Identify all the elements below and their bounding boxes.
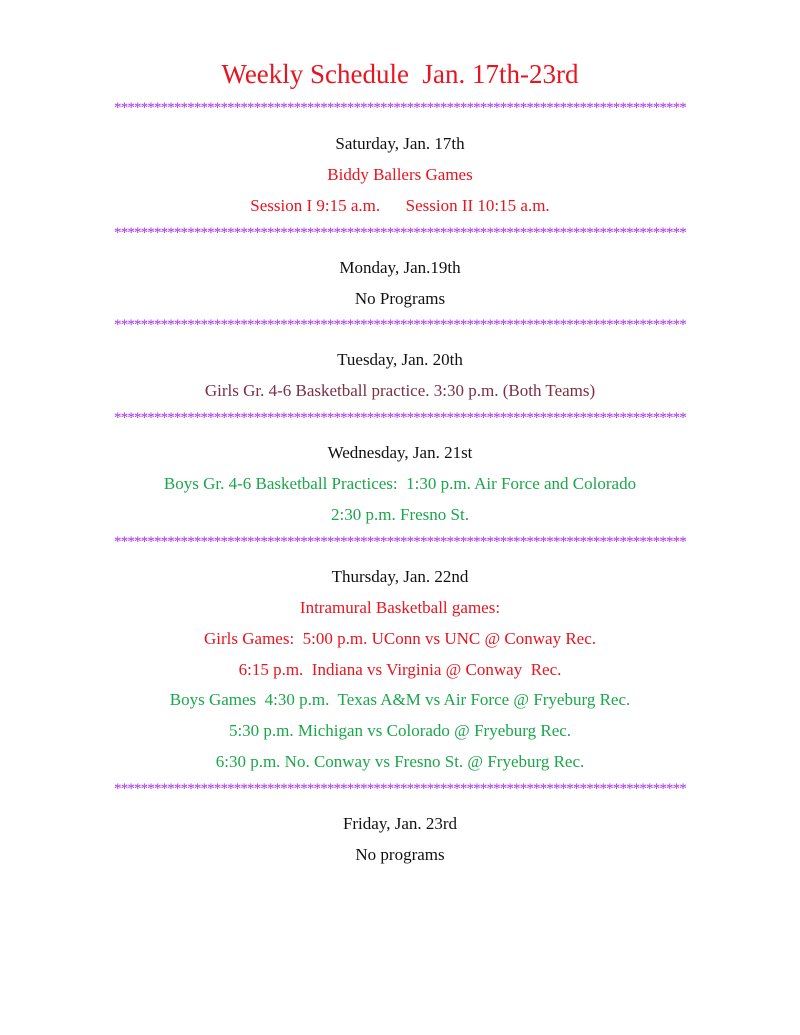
saturday-event: Biddy Ballers Games bbox=[327, 165, 473, 184]
thursday-event: 5:30 p.m. Michigan vs Colorado @ Fryeburg Rec. bbox=[228, 721, 572, 740]
thursday-event: 6:15 p.m. Indiana vs Virginia @ Conway Rec. bbox=[238, 660, 562, 679]
separator: ************************************************************************************** bbox=[114, 317, 686, 333]
page-title: Weekly Schedule Jan. 17th-23rd bbox=[221, 59, 579, 89]
day-heading-monday: Monday, Jan.19th bbox=[339, 258, 461, 277]
day-heading-thursday: Thursday, Jan. 22nd bbox=[331, 567, 469, 586]
monday-event: No Programs bbox=[354, 289, 446, 308]
thursday-event: Girls Games: 5:00 p.m. UConn vs UNC @ Conway Rec. bbox=[204, 629, 596, 648]
wednesday-event: 2:30 p.m. Fresno St. bbox=[331, 505, 469, 524]
day-heading-wednesday: Wednesday, Jan. 21st bbox=[327, 443, 473, 462]
tuesday-event: Girls Gr. 4-6 Basketball practice. 3:30 p.m. (Both Teams) bbox=[204, 381, 596, 400]
thursday-event: Boys Games 4:30 p.m. Texas A&M vs Air Force @ Fryeburg Rec. bbox=[169, 690, 631, 709]
separator: ************************************************************************************** bbox=[114, 100, 686, 116]
day-heading-saturday: Saturday, Jan. 17th bbox=[335, 134, 465, 153]
separator: ************************************************************************************** bbox=[114, 781, 686, 797]
day-heading-friday: Friday, Jan. 23rd bbox=[342, 814, 458, 833]
saturday-sessions: Session I 9:15 a.m. Session II 10:15 a.m. bbox=[250, 196, 550, 215]
thursday-event: 6:30 p.m. No. Conway vs Fresno St. @ Fryeburg Rec. bbox=[215, 752, 585, 771]
friday-event: No programs bbox=[355, 845, 445, 864]
day-heading-tuesday: Tuesday, Jan. 20th bbox=[337, 350, 463, 369]
separator: ************************************************************************************** bbox=[114, 225, 686, 241]
wednesday-event: Boys Gr. 4-6 Basketball Practices: 1:30 p.m. Air Force and Colorado bbox=[163, 474, 637, 493]
separator: ************************************************************************************** bbox=[114, 534, 686, 550]
separator: ************************************************************************************** bbox=[114, 410, 686, 426]
thursday-event: Intramural Basketball games: bbox=[299, 598, 501, 617]
